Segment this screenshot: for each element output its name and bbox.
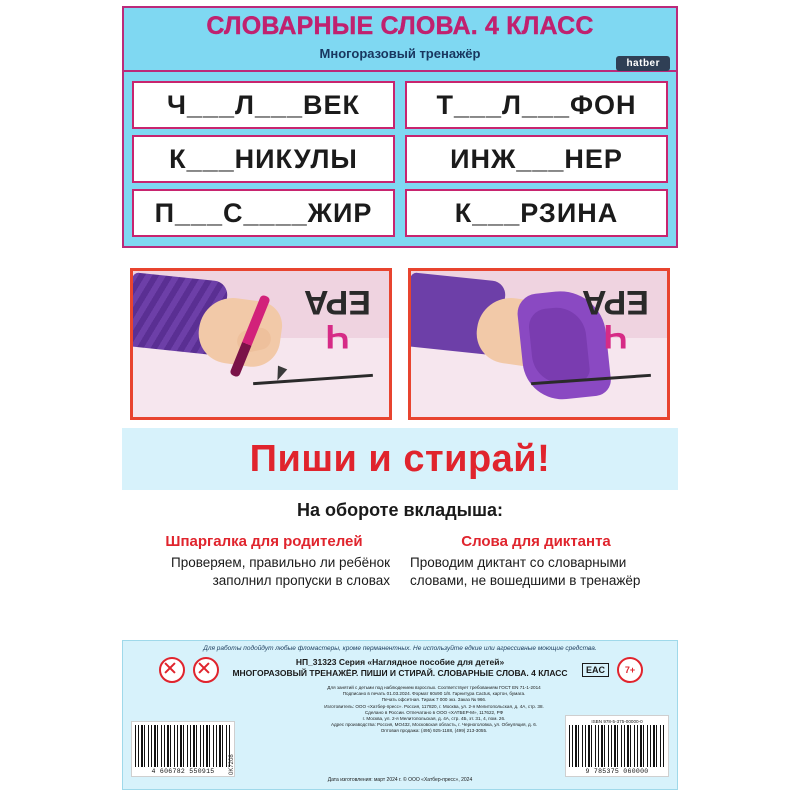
barcode-bars — [569, 725, 665, 767]
age-rating-badge: 7+ — [617, 657, 643, 683]
barcode-ean — [131, 721, 235, 777]
header-banner — [122, 6, 678, 72]
info-column-dictation — [408, 533, 664, 590]
info-title: На обороте вкладыша: — [296, 500, 504, 520]
series-name: Серия «Наглядное пособие для детей» — [338, 657, 505, 667]
photo-word-text — [304, 285, 371, 353]
footer-title-block — [123, 657, 677, 679]
word-row — [132, 189, 668, 237]
tagline-text: Пиши и стирай! — [249, 437, 551, 480]
barcode-bars — [135, 725, 231, 767]
photo-word-text — [582, 285, 649, 353]
info-column-heading: Слова для диктанта — [461, 533, 611, 550]
article-number: НП_31323 — [295, 657, 337, 667]
photo-word-rest: ЕРА — [304, 283, 371, 321]
imprint-line: Сделано в России. Отпечатано в ООО «ХАТБЕР-М», 117622, РФ — [364, 709, 504, 715]
imprint-line: Печать офсетная. Тираж 7 000 экз. Заказ № 966. — [381, 697, 487, 703]
page-title: СЛОВАРНЫЕ СЛОВА. 4 КЛАСС — [206, 12, 594, 40]
info-column-body: Проверяем, правильно ли ребёнок заполнил пропуски в словах — [170, 555, 390, 588]
footer-panel — [122, 640, 678, 790]
barcode-number: 4 606782 550915 — [151, 768, 215, 775]
reverse-side-info — [122, 492, 678, 620]
photo-word-letter: Ч — [325, 317, 350, 355]
brand-logo: hatber — [616, 56, 670, 71]
page-subtitle: Многоразовый тренажёр — [319, 46, 481, 61]
usage-note: Для работы подойдут любые фломастеры, кроме перманентных. Не используйте едкие или агрессивные моющие средства. — [203, 645, 597, 652]
photo-word-rest: ЕРА — [582, 283, 649, 321]
imprint-details — [289, 685, 579, 735]
word-cell[interactable]: П___С____ЖИР — [132, 189, 395, 237]
word-cell[interactable]: К___НИКУЛЫ — [132, 135, 395, 183]
info-column-heading: Шпаргалка для родителей — [165, 533, 363, 550]
photo-strip — [130, 268, 670, 420]
imprint-line: г. Москва, ул. 2-я Мелитопольская, д. 4А, стр. 4Б, эт. 31, 4, пом. 26. — [362, 716, 506, 722]
word-cell[interactable]: Ч___Л___ВЕК — [132, 81, 395, 129]
isbn-text: ISBN 978-5-375-00000-0 — [591, 719, 643, 724]
tagline-banner — [122, 428, 678, 490]
product-title: МНОГОРАЗОВЫЙ ТРЕНАЖЁР. ПИШИ И СТИРАЙ. СЛОВАРНЫЕ СЛОВА. 4 КЛАСС — [232, 668, 568, 678]
word-row — [132, 81, 668, 129]
imprint-line: Адрес производства: Россия, МО432, Московская область, г. Черноголовка, ул. Обнуляция, д. 6. — [330, 722, 538, 728]
imprint-line: Изготовитель: ООО «Хатбер-пресс». Россия, 117820, г. Москва, ул. 2-я Мелитопольская, д. 4А, стр. 38. — [324, 703, 544, 709]
info-columns — [122, 533, 678, 590]
imprint-line: Для занятий с детьми под наблюдением взрослых. Соответствует требованиям ГОСТ EN 71-1-2014 — [327, 685, 541, 690]
info-column-body: Проводим диктант со словарными словами, не вошедшими в тренажёр — [410, 555, 641, 588]
barcode-isbn — [565, 715, 669, 777]
eac-mark-icon: EAC — [582, 663, 609, 677]
word-cell[interactable]: ИНЖ___НЕР — [405, 135, 668, 183]
imprint-line: Оптовая продажа: (495) 925-1188, (499) 213-3055. — [380, 728, 488, 734]
imprint-line: Подписано в печать 01.03.2024. Формат 60х90 1/8. Гарнитура Cactus, картон, бумага. — [342, 691, 526, 697]
word-cell[interactable]: К___РЗИНА — [405, 189, 668, 237]
side-code-text: 0K7208 — [229, 754, 235, 775]
word-row — [132, 135, 668, 183]
writing-photo — [130, 268, 392, 420]
erasing-photo — [408, 268, 670, 420]
info-column-parents — [136, 533, 392, 590]
word-cell[interactable]: Т___Л___ФОН — [405, 81, 668, 129]
photo-word-letter: Ч — [603, 317, 628, 355]
barcode-number: 9 785375 060000 — [585, 768, 649, 775]
word-grid — [122, 72, 678, 248]
manufacture-date: Дата изготовления: март 2024 г. © ООО «Хатбер-пресс», 2024 — [327, 777, 473, 783]
